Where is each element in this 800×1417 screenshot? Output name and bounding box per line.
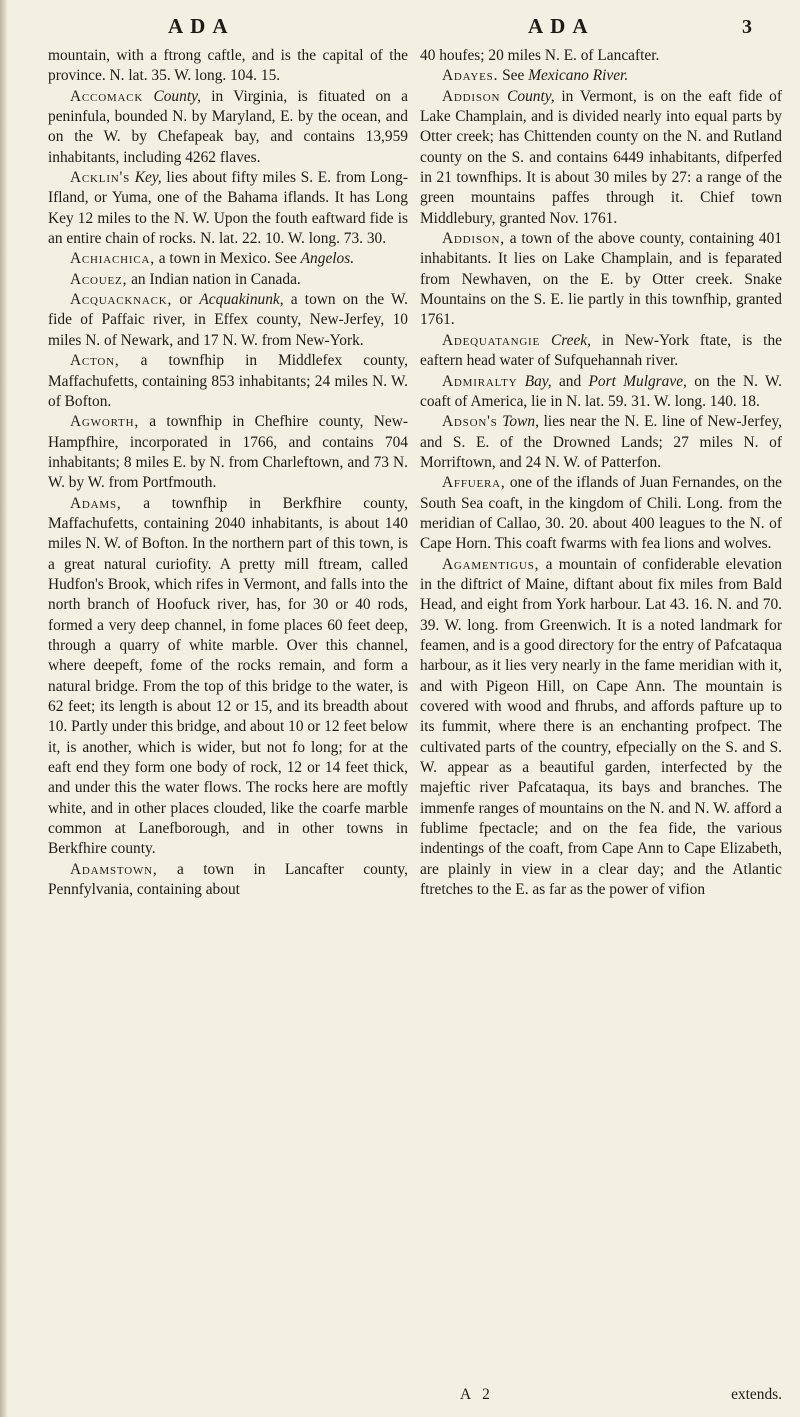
entry-text: a mountain of confiderable elevation in the diftrict of Maine, diftant about fix miles from Bald Head, and eight from York harbour. Lat 43. 16. N. and 70. 39. W. long. from Greenwich. It is a noted landmark for feamen, and is a good directory for the entry of Pafcataqua harbour, as it lies very nearly in the fame meridian with it, and with Pigeon Hill, on Cape Ann. The mountain is covered with wood and fhrubs, and affords pafture up to its fummit, where there is an enchanting profpect. The cultivated parts of the country, efpecially on the S. and S. W. appear as a beautiful garden, interfected by the majeftic river Pafcataqua, its bays and branches. The immenfe ranges of mountains on the N. and N. W. afford a fublime fpectacle; and on the fea fide, the various indentings of the coaft, from Cape Ann to Cape Elizabeth, are plainly in view in a clear day; and the Atlantic ftretches to the E. as far as the power of vifion: [420, 555, 782, 899]
gazetteer-entry: [48, 249, 408, 269]
entry-text: a town of the above county, containing 401 inhabitants. It lies on Lake Champlain, and is feparated from Newhaven, on the E. by Otter creek. Snake Mountains on the S. E. lie partly in this townfhip, granted 1761.: [420, 230, 782, 329]
entry-qualifier: Key,: [134, 169, 162, 187]
gazetteer-entry: [420, 473, 782, 554]
entry-term: Adson's: [442, 413, 498, 431]
gazetteer-entry: [48, 412, 408, 493]
gazetteer-entry: [48, 351, 408, 412]
gazetteer-entry: [48, 860, 408, 901]
entry-text: on the N. W. coaft of America, lie in N. lat. 59. 31. W. long. 140. 18.: [420, 372, 782, 410]
entry-qualifier: Town,: [502, 413, 539, 431]
entry-text: See: [502, 67, 525, 85]
entry-text: in Virginia, is fituated on a peninfula, bounded N. by Maryland, E. by the ocean, and on the W. by Chefapeak bay, and contains 13,959 inhabitants, including 4262 flaves.: [48, 87, 408, 166]
gazetteer-entry: [420, 412, 782, 473]
right-column: [420, 46, 782, 900]
entry-text: a town in Mexico. See: [158, 250, 297, 268]
entry-term: Affuera,: [442, 474, 506, 492]
entry-text: mountain, with a ftrong caftle, and is the capital of the province. N. lat. 35. W. long. 104. 15.: [48, 47, 408, 85]
entry-text: and: [558, 372, 582, 390]
gazetteer-entry: [420, 229, 782, 331]
entry-term: Admiralty: [442, 372, 518, 390]
right-running-headword: ADA: [528, 14, 595, 38]
gazetteer-entry: [420, 66, 782, 86]
entry-text: a townfhip in Berkfhire county, Maffachufetts, containing 2040 inhabitants, is about 140 miles N. W. of Bofton. In the northern part of this town, is a great natural curiofity. A pretty mill ftream, called Hudfon's Brook, which rifes in Vermont, and falls into the north branch of Hoofuck river, has, for 30 or 40 rods, formed a very deep channel, in fome places 60 feet deep, through a quarry of white marble. Over this channel, where deepeft, fome of the rocks remain, and form a natural bridge. From the top of this bridge to the water, is 62 feet; its length is about 12 or 15, and its breadth about 10. Partly under this bridge, and about 10 or 12 feet below it, is another, which is wider, but not fo long; for at the eaft end they form one body of rock, 12 or 14 feet thick, and under this the water flows. The rocks here are moftly white, and in other places clouded, like the coarfe marble common at Lanefborough, and in other towns in Berkfhire county.: [48, 494, 408, 858]
entry-term: Addison,: [442, 230, 505, 248]
left-column: [48, 46, 408, 900]
gazetteer-entry: [420, 331, 782, 372]
entry-text: one of the iflands of Juan Fernandes, on the South Sea coaft, in the kingdom of Chili. Long. from the meridian of Callao, 30. 20. about 400 leagues to the N. of Cape Horn. This coaft fwarms with fea lions and wolves.: [420, 474, 782, 553]
gazetteer-entry: [48, 168, 408, 249]
entry-term: Acton,: [70, 352, 120, 370]
running-header: [0, 14, 800, 38]
entry-text: in Vermont, is on the eaft fide of Lake Champlain, and is divided nearly into equal parts by Otter creek; has Chittenden county on the N. and Rutland county on the S. and contains 6449 inhabitants, difperfed in 21 townfhips. It is about 30 miles by 27: a range of the green mountains paffes through it. Chief town Middlebury, granted Nov. 1761.: [420, 87, 782, 227]
signature-mark: A 2: [460, 1386, 494, 1403]
gazetteer-entry: [420, 555, 782, 901]
entry-term: Agworth,: [70, 413, 139, 431]
catchword: extends.: [731, 1386, 782, 1403]
entry-qualifier: County,: [153, 87, 201, 105]
entry-alt-name: Acquakinunk,: [199, 291, 284, 309]
entry-text: a townfhip in Chefhire county, New-Hampfhire, incorporated in 1766, and contains 704 inhabitants; 8 miles E. by N. from Charleftown, and 73 N. W. by W. from Portfmouth.: [48, 413, 408, 492]
entry-term: Accomack: [70, 87, 144, 105]
entry-term: Adayes.: [442, 67, 499, 85]
entry-text: lies near the N. E. line of New-Jerfey, and S. E. of the Drowned Lands; 27 miles N. of Morriftown, and 24 N. W. of Patterfon.: [420, 413, 782, 471]
gazetteer-entry: [48, 87, 408, 168]
left-running-headword: ADA: [168, 14, 235, 38]
gazetteer-entry: [420, 372, 782, 413]
entry-text: 40 houfes; 20 miles N. E. of Lancafter.: [420, 47, 660, 64]
entry-text: a townfhip in Middlefex county, Maffachufetts, containing 853 inhabitants; 24 miles N. W. of Bofton.: [48, 352, 408, 410]
entry-term: Adequatangie: [442, 331, 541, 349]
entry-qualifier: Creek,: [550, 331, 591, 349]
entry-qualifier: County,: [507, 87, 555, 105]
page-number: 3: [742, 16, 752, 38]
gazetteer-entry: [48, 270, 408, 290]
entry-text: lies about fifty miles S. E. from Long-Ifland, or Yuma, one of the Bahama iflands. It has Long Key 12 miles to the N. W. Upon the fouth eaftward fide is an entire chain of rocks. N. lat. 22. 10. W. long. 73. 30.: [48, 169, 408, 248]
entry-cross-reference: Angelos.: [300, 250, 355, 268]
entry-alt-name: Port Mulgrave,: [588, 372, 687, 390]
entry-qualifier: Bay,: [524, 372, 552, 390]
entry-term: Achiachica,: [70, 250, 155, 268]
entry-text: an Indian nation in Canada.: [131, 270, 301, 288]
entry-term: Acquacknack,: [70, 291, 173, 309]
gazetteer-entry: [48, 290, 408, 351]
entry-text: or: [179, 291, 193, 309]
gazetteer-entry: [420, 87, 782, 229]
page-edge-shadow: [0, 0, 8, 1417]
gazetteer-entry: [420, 46, 782, 66]
entry-term: Acklin's: [70, 169, 131, 187]
page-footer: [420, 1386, 782, 1406]
gazetteer-entry: [48, 494, 408, 860]
entry-term: Agamentigus,: [442, 555, 540, 573]
entry-text: in New-York ftate, is the eaftern head water of Sufquehannah river.: [420, 331, 782, 370]
entry-cross-reference: Mexicano River.: [528, 67, 629, 85]
entry-term: Acouez,: [70, 270, 128, 288]
entry-term: Adamstown,: [70, 860, 158, 878]
gazetteer-entry: [48, 46, 408, 87]
entry-term: Addison: [442, 87, 501, 105]
entry-text: a town in Lancafter county, Pennfylvania, containing about: [48, 860, 408, 899]
entry-text: a town on the W. fide of Paffaic river, in Effex county, New-Jerfey, 10 miles N. of Newark, and 17 N. W. from New-York.: [48, 291, 408, 349]
entry-term: Adams,: [70, 494, 122, 512]
